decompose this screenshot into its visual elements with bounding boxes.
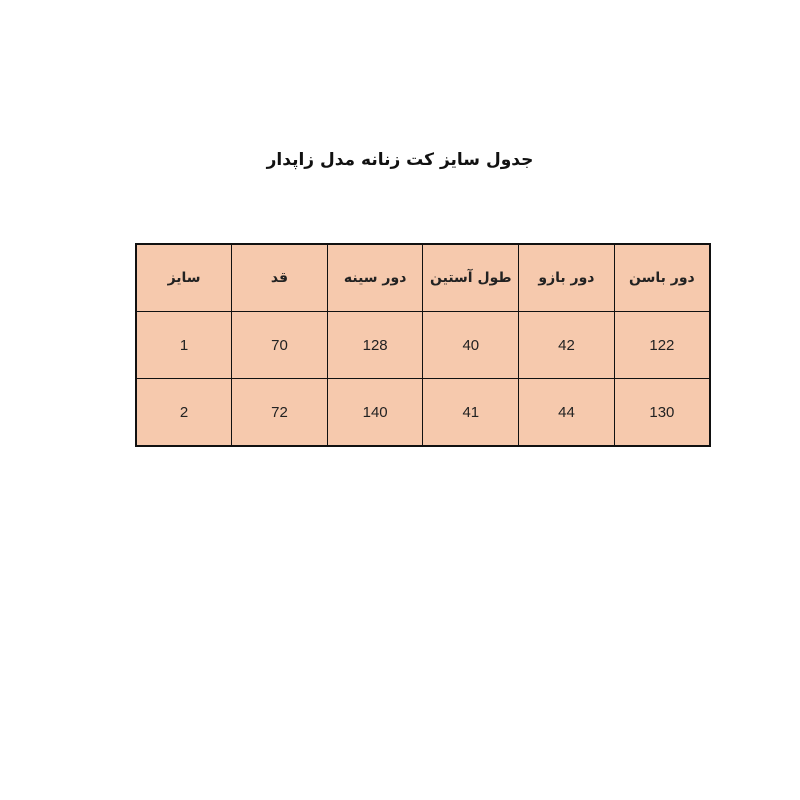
table-cell: 1 — [136, 312, 232, 379]
header-length: قد — [232, 244, 328, 312]
table-cell: 70 — [232, 312, 328, 379]
table-cell: 140 — [327, 379, 423, 447]
table-cell: 128 — [327, 312, 423, 379]
table-cell: 42 — [519, 312, 615, 379]
table-cell: 130 — [614, 379, 710, 447]
header-arm: دور بازو — [519, 244, 615, 312]
header-hip: دور باسن — [614, 244, 710, 312]
table-cell: 122 — [614, 312, 710, 379]
table-header-row — [136, 244, 710, 312]
header-chest: دور سینه — [327, 244, 423, 312]
table-row — [136, 312, 710, 379]
page-title: جدول سایز کت زنانه مدل زاپدار — [266, 150, 534, 170]
header-size: سایز — [136, 244, 232, 312]
table-cell: 40 — [423, 312, 519, 379]
table-cell: 2 — [136, 379, 232, 447]
table-cell: 41 — [423, 379, 519, 447]
table-cell: 44 — [519, 379, 615, 447]
header-sleeve-length: طول آستین — [423, 244, 519, 312]
table-cell: 72 — [232, 379, 328, 447]
table-row — [136, 379, 710, 447]
size-chart-table — [135, 243, 711, 447]
